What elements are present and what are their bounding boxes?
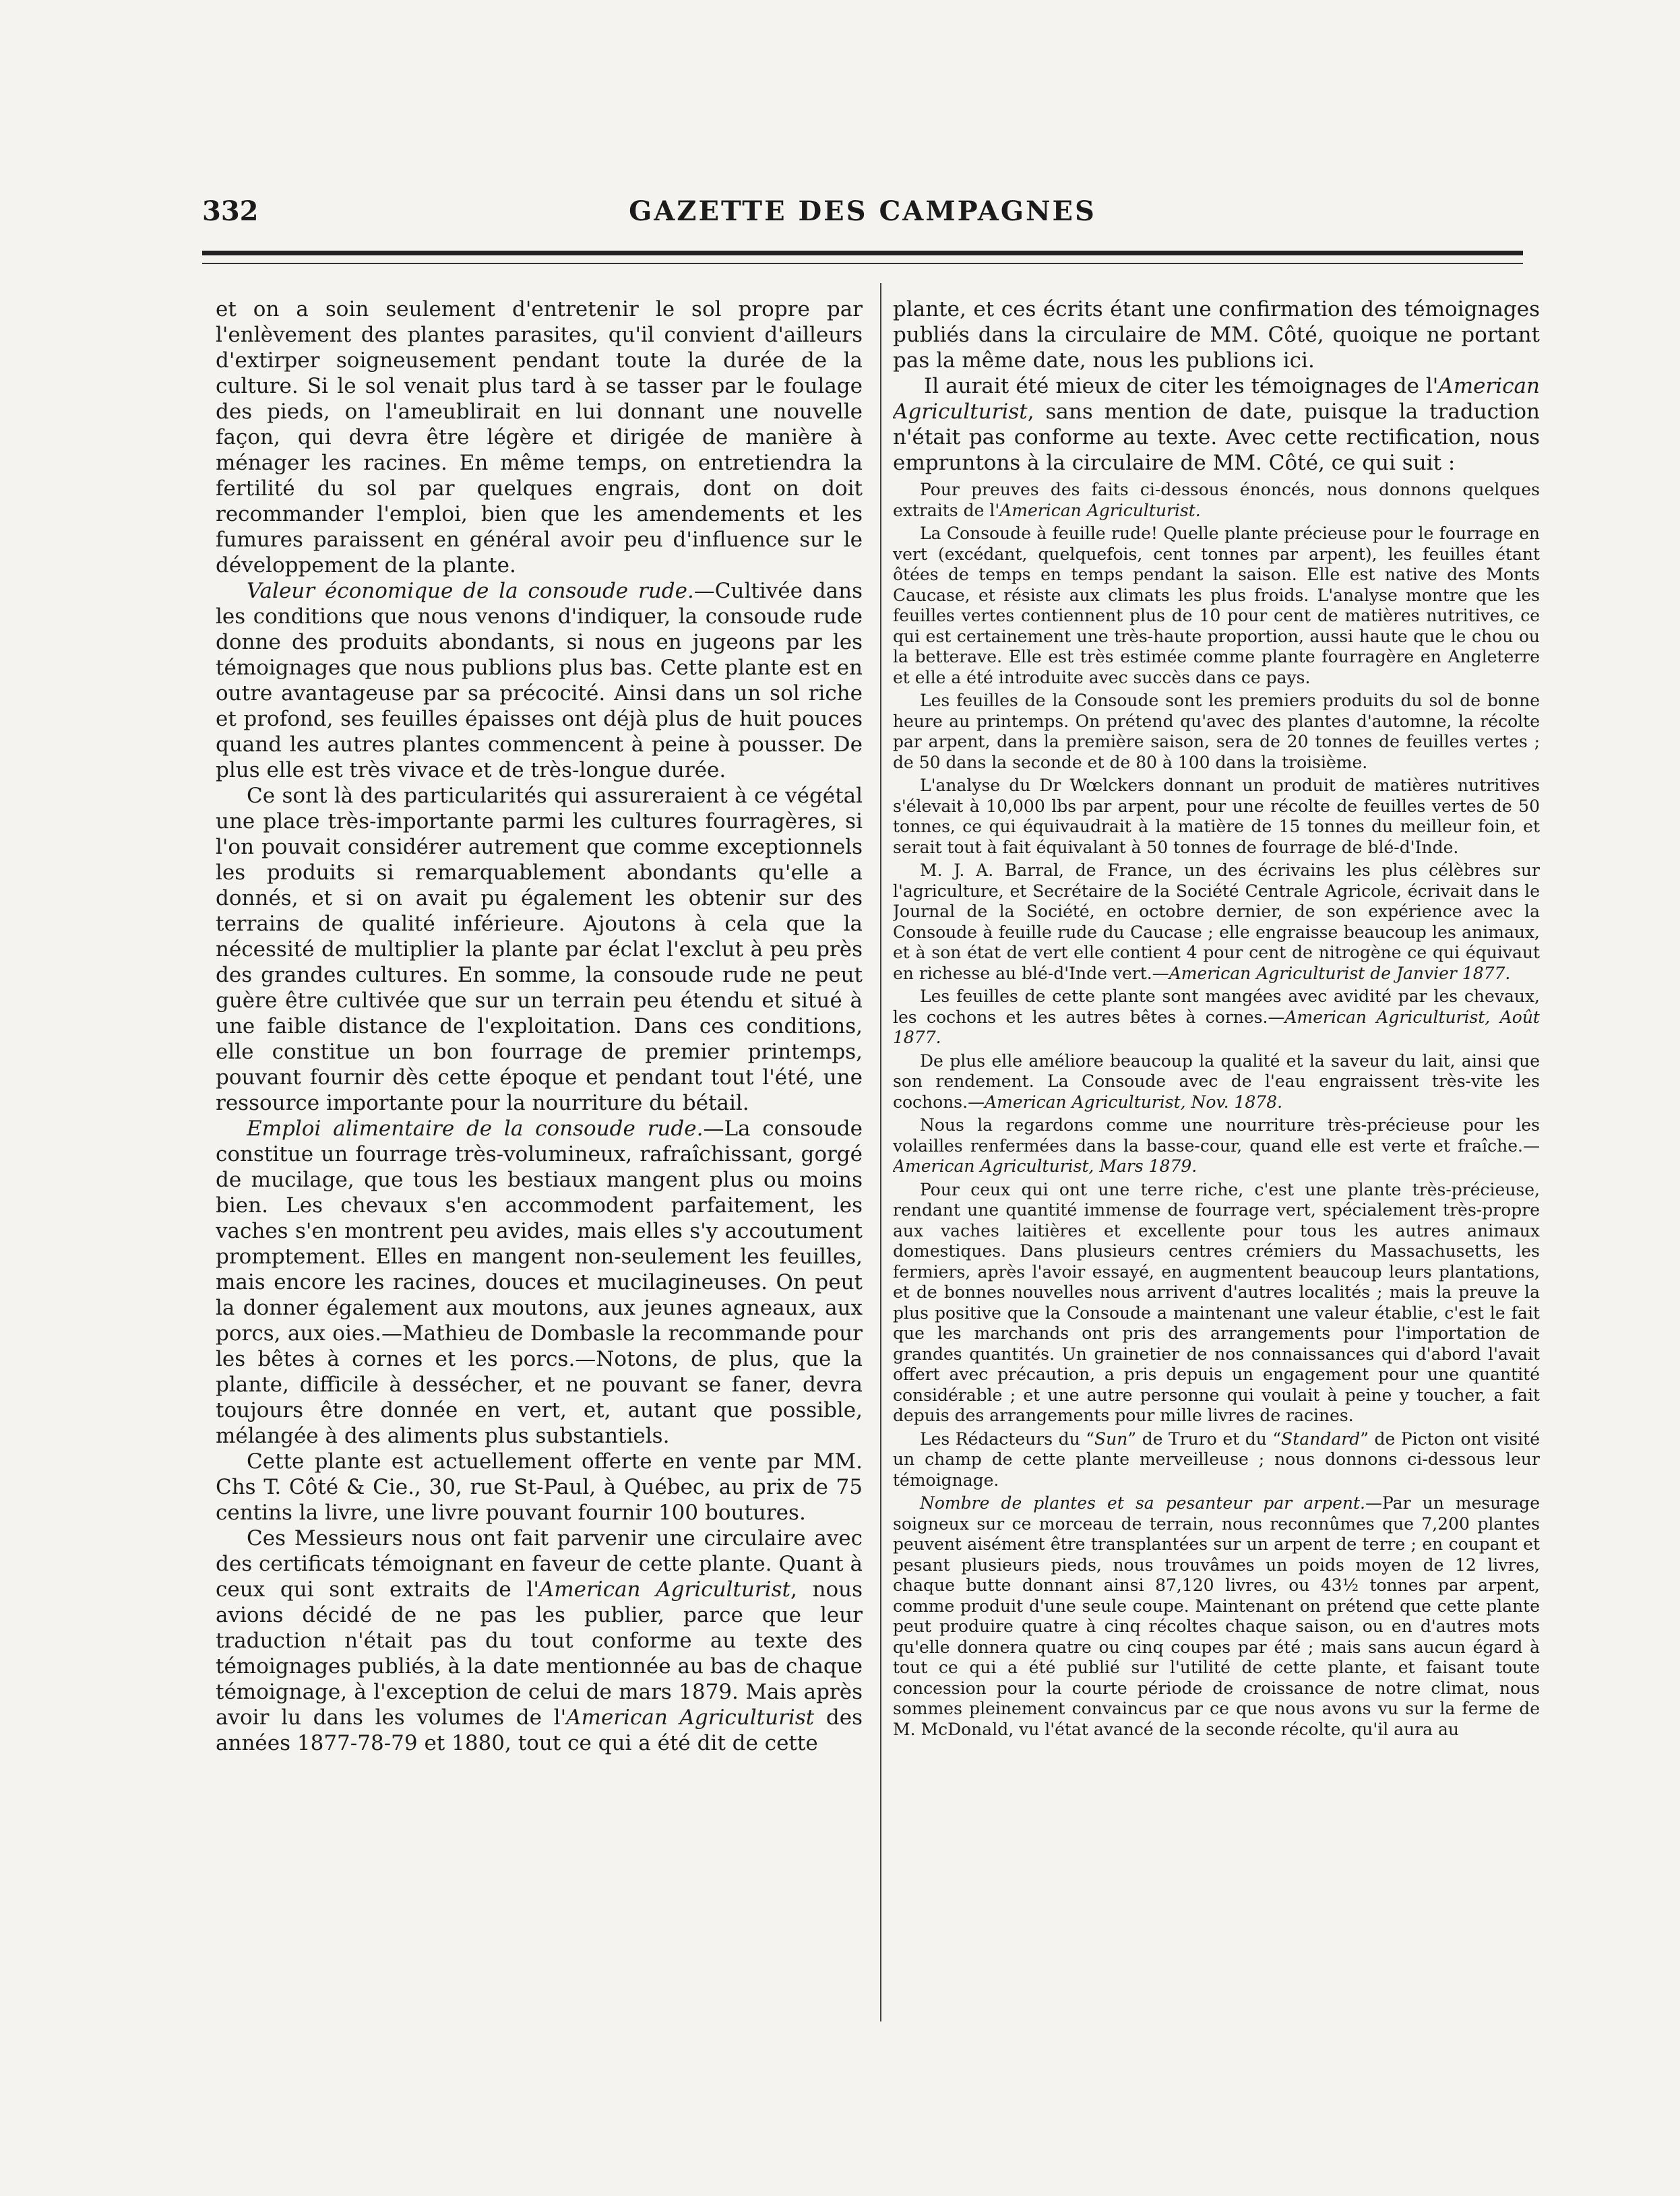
section-heading: Emploi alimentaire de la consoude rude. (247, 1117, 704, 1141)
testimonial (893, 1429, 1540, 1491)
newspaper-name: Sun (1094, 1429, 1128, 1449)
testimonial (893, 986, 1540, 1048)
paragraph (893, 373, 1540, 476)
page-number: 332 (202, 195, 259, 227)
section-heading: Valeur économique de la consoude rude. (247, 579, 694, 603)
testimonial-text: Nous la regardons comme une nourriture très-précieuse pour les volailles renfermées dans la basse-cour, quand elle est verte et fraîche.— (893, 1115, 1540, 1156)
right-column (893, 296, 1540, 2042)
paragraph-text: des années 1877-78-79 et 1880, tout ce qui a été dit de cette (216, 1705, 863, 1755)
testimonial-text: ” de Truro et du “ (1127, 1429, 1282, 1449)
paragraph (216, 1116, 863, 1449)
paragraph-text: —La consoude constitue un fourrage très-volumineux, rafraîchissant, gorgé de mucilage, que tous les bestiaux mangent plus ou moins bien. Les chevaux s'en accommodent parfaitement, les vaches s'en montrent peu avides, mais elles s'y accoutument promptement. Elles en mangent non-seulement les feuilles, mais encore les racines, douces et mucilagineuses. On peut la donner également aux moutons, aux jeunes agneaux, aux porcs, aux oies.—Mathieu de Dombasle la recommande pour les bêtes à cornes et les porcs.—Notons, de plus, que la plante, difficile à dessécher, et ne pouvant se faner, devra toujours être donnée en vert, et, autant que possible, mélangée à des aliments plus substantiels. (216, 1117, 863, 1448)
paragraph-text: , sans mention de date, puisque la traduction n'était pas conforme au texte. Avec cette rectification, nous empruntons à la circulaire de MM. Côté, ce qui suit : (893, 400, 1540, 475)
testimonial: Les feuilles de la Consoude sont les premiers produits du sol de bonne heure au printemps. On prétend qu'avec des plantes d'automne, la récolte par arpent, dans la première saison, sera de 20 tonnes de feuilles vertes ; de 50 dans la seconde et de 80 à 100 dans la troisième. (893, 691, 1540, 772)
testimonial: Pour ceux qui ont une terre riche, c'est une plante très-précieuse, rendant une quantité immense de fourrage vert, spécialement très-propre aux vaches laitières et excellente pour tous les autres animaux domestiques. Dans plusieurs centres crémiers du Massachusetts, les fermiers, après l'avoir essayé, en augmentent beaucoup leurs plantations, et de bonnes nouvelles nous arrivent d'autres localités ; mais la preuve la plus positive que la Consoude a maintenant une valeur établie, c'est le fait que les marchands ont pris des arrangements pour l'importation de grandes quantités. Un grainetier de nos connaissances qui d'abord l'avait offert avec précaution, a pris depuis un engagement pour une quantité considérable ; et une autre personne qui voulait à peine y toucher, a fait depuis des arrangements pour mille livres de racines. (893, 1179, 1540, 1425)
citation: American Agriculturist de Janvier 1877. (1169, 963, 1511, 983)
citation: American Agriculturist, Août 1877. (893, 1007, 1540, 1047)
publication-name: American Agriculturist. (999, 500, 1201, 520)
column-divider (880, 283, 881, 2021)
testimonial-text: De plus elle améliore beaucoup la qualité et la saveur du lait, ainsi que son rendement. La Consoude avec de l'eau engraissent très-vite les cochons.— (893, 1050, 1540, 1112)
publication-name: American Agriculturist (538, 1577, 790, 1602)
testimonial-text: —Par un mesurage soigneux sur ce morceau de terrain, nous reconnûmes que 7,200 plantes peuvent aisément être transplantées sur un arpent de terre ; en coupant et pesant plusieurs pieds, nous trouvâmes un poids moyen de 12 livres, chaque butte donnant ainsi 87,120 livres, ou 43½ tonnes par arpent, comme produit d'une seule coupe. Maintenant on prétend que cette plante peut produire quatre à cinq récoltes chaque saison, ou en d'autres mots qu'elle donnera quatre ou cinq coupes par été ; mais sans aucun égard à tout ce qui a été publié sur l'utilité de cette plante, et faisant toute concession pour la courte période de croissance de notre climat, nous sommes pleinement convaincus par ce que nous avons vu sur la ferme de M. McDonald, vu l'état avancé de la seconde récolte, qu'il aura au (893, 1493, 1540, 1739)
running-title: GAZETTE DES CAMPAGNES (629, 195, 1096, 227)
paragraph-text: —Cultivée dans les conditions que nous venons d'indiquer, la consoude rude donne des produits abondants, si nous en jugeons par les témoignages que nous publions plus bas. Cette plante est en outre avantageuse par sa précocité. Ainsi dans un sol riche et profond, ses feuilles épaisses ont déjà plus de huit pouces quand les autres plantes commencent à peine à pousser. De plus elle est très vivace et de très-longue durée. (216, 579, 863, 782)
testimonial-text: Pour preuves des faits ci-dessous énoncés, nous donnons quelques extraits de l' (893, 480, 1540, 520)
testimonial (893, 1115, 1540, 1177)
testimonial: L'analyse du Dr Wœlckers donnant un produit de matières nutritives s'élevait à 10,000 lbs par arpent, pour une récolte de feuilles vertes de 50 tonnes, ce qui équivaudrait à la matière de 15 tonnes du meilleur foin, et serait tout à fait équivalant à 50 tonnes de fourrage de blé-d'Inde. (893, 776, 1540, 857)
testimonial: La Consoude à feuille rude! Quelle plante précieuse pour le fourrage en vert (excédant, quelquefois, cent tonnes par arpent), les feuilles étant ôtées de temps en temps pendant la saison. Elle est native des Monts Caucase, et résiste aux climats les plus froids. L'analyse montre que les feuilles vertes contiennent plus de 10 pour cent de matières nutritives, ce qui est certainement une très-haute proportion, aussi haute que le chou ou la betterave. Elle est très estimée comme plante fourragère en Angleterre et elle a été introduite avec succès dans ce pays. (893, 524, 1540, 687)
paragraph (216, 578, 863, 783)
paragraph: Ce sont là des particularités qui assureraient à ce végétal une place très-importante parmi les cultures fourragères, si l'on pouvait considérer autrement que comme exceptionnels les produits si remarquablement abondants qu'elle a donnés, et si on avait pu également les obtenir sur des terrains de qualité inférieure. Ajoutons à cela que la nécessité de multiplier la plante par éclat l'exclut à peu près des grandes cultures. En somme, la consoude rude ne peut guère être cultivée que sur un terrain peu étendu et situé à une faible distance de l'exploitation. Dans ces conditions, elle constitue un bon fourrage de premier printemps, pouvant fournir dès cette époque et pendant tout l'été, une ressource importante pour la nourriture du bétail. (216, 784, 863, 1115)
section-heading: Nombre de plantes et sa pesanteur par arpent. (920, 1493, 1366, 1513)
testimonial (893, 480, 1540, 521)
paragraph (216, 1526, 863, 1756)
testimonial (893, 1493, 1540, 1740)
testimonial-text: ” de Picton ont visité un champ de cette plante merveilleuse ; nous donnons ci-dessous leur témoignage. (893, 1429, 1540, 1490)
paragraph-text: Ces Messieurs nous ont fait parvenir une circulaire avec des certificats témoignant en faveur de cette plante. Quant à ceux qui sont extraits de l' (216, 1526, 863, 1602)
citation: American Agriculturist, Mars 1879. (893, 1156, 1197, 1176)
paragraph: Cette plante est actuellement offerte en vente par MM. Chs T. Côté & Cie., 30, rue St-Paul, à Québec, au prix de 75 centins la livre, une livre pouvant fournir 100 boutures. (216, 1449, 863, 1525)
page-header (202, 195, 1523, 236)
publication-name: American Agriculturist (566, 1705, 815, 1730)
header-rule-thin (202, 263, 1523, 264)
header-rule-thick (202, 251, 1523, 255)
testimonial (893, 860, 1540, 984)
testimonial-text: Les Rédacteurs du “ (920, 1429, 1095, 1449)
citation: American Agriculturist, Nov. 1878. (985, 1092, 1283, 1112)
paragraph-text: , nous avions décidé de ne pas les publier, parce que leur traduction n'était pas du tout conforme au texte des témoignages publiés, à la date mentionnée au bas de chaque témoignage, à l'exception de celui de mars 1879. Mais après avoir lu dans les volumes de l' (216, 1577, 863, 1730)
testimonial-text: Les feuilles de cette plante sont mangées avec avidité par les chevaux, les cochons et les autres bêtes à cornes.— (893, 986, 1540, 1027)
testimonial-text: M. J. A. Barral, de France, un des écrivains les plus célèbres sur l'agriculture, et Secrétaire de la Société Centrale Agricole, écrivait dans le Journal de la Société, en octobre dernier, de son expérience avec la Consoude à feuille rude du Caucase ; elle engraisse beaucoup les animaux, et à son état de vert elle contient 4 pour cent de nitrogène ce qui équivaut en richesse au blé-d'Inde vert.— (893, 860, 1540, 983)
publication-name: American Agriculturist (893, 374, 1540, 424)
paragraph: plante, et ces écrits étant une confirmation des témoignages publiés dans la circulaire de MM. Côté, quoique ne portant pas la même date, nous les publions ici. (893, 297, 1540, 373)
quoted-testimonials (893, 480, 1540, 1740)
left-column (216, 296, 863, 2042)
testimonial (893, 1051, 1540, 1113)
paragraph-text: Il aurait été mieux de citer les témoignages de l' (924, 374, 1439, 398)
newspaper-name: Standard (1281, 1429, 1361, 1449)
paragraph: et on a soin seulement d'entretenir le sol propre par l'enlèvement des plantes parasites, qu'il convient d'ailleurs d'extirper soigneusement pendant toute la durée de la culture. Si le sol venait plus tard à se tasser par le foulage des pieds, on l'ameublirait en lui donnant une nouvelle façon, qui devra être légère et dirigée de manière à ménager les racines. En même temps, on entretiendra la fertilité du sol par quelques engrais, dont on doit recommander l'emploi, bien que les amendements et les fumures paraissent en général avoir peu d'influence sur le développement de la plante. (216, 297, 863, 577)
